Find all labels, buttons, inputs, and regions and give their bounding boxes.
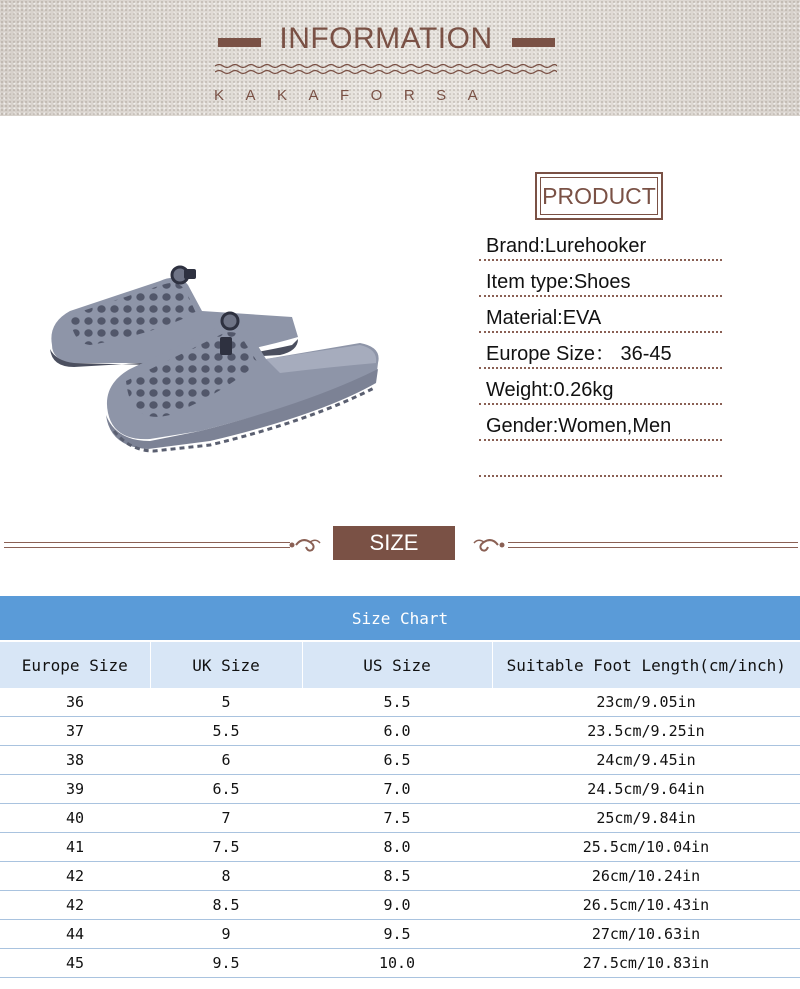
cell-us: 7.5 <box>302 804 492 833</box>
product-heading-box <box>535 172 663 220</box>
cell-uk: 7 <box>150 804 302 833</box>
cell-us: 9.5 <box>302 920 492 949</box>
size-chart-table <box>0 596 800 978</box>
cell-length: 24.5cm/9.64in <box>492 775 800 804</box>
cell-uk: 8 <box>150 862 302 891</box>
cell-length: 27.5cm/10.83in <box>492 949 800 978</box>
cell-length: 23.5cm/9.25in <box>492 717 800 746</box>
cell-europe: 41 <box>0 833 150 862</box>
cell-europe: 45 <box>0 949 150 978</box>
title-bar-left <box>218 38 261 47</box>
spec-brand: Brand:Lurehooker <box>479 231 722 261</box>
cell-uk: 6.5 <box>150 775 302 804</box>
cell-europe: 42 <box>0 862 150 891</box>
spec-empty <box>479 447 722 477</box>
cell-us: 8.0 <box>302 833 492 862</box>
wave-divider-icon <box>215 62 557 78</box>
spec-material: Material:EVA <box>479 303 722 333</box>
cell-length: 23cm/9.05in <box>492 688 800 717</box>
cell-uk: 9.5 <box>150 949 302 978</box>
size-chart-caption: Size Chart <box>0 596 800 641</box>
cell-uk: 5 <box>150 688 302 717</box>
table-row <box>0 775 800 804</box>
ornament-icon <box>472 534 506 554</box>
spec-item-type: Item type:Shoes <box>479 267 722 297</box>
cell-us: 5.5 <box>302 688 492 717</box>
cell-europe: 38 <box>0 746 150 775</box>
cell-length: 27cm/10.63in <box>492 920 800 949</box>
table-row <box>0 717 800 746</box>
title-bar-right <box>512 38 555 47</box>
cell-us: 9.0 <box>302 891 492 920</box>
cell-length: 26cm/10.24in <box>492 862 800 891</box>
spec-weight: Weight:0.26kg <box>479 375 722 405</box>
ornament-icon <box>288 534 322 554</box>
table-row <box>0 949 800 978</box>
cell-europe: 37 <box>0 717 150 746</box>
table-row <box>0 920 800 949</box>
cell-length: 25cm/9.84in <box>492 804 800 833</box>
divider-line-right <box>508 542 798 548</box>
table-row <box>0 688 800 717</box>
cell-length: 26.5cm/10.43in <box>492 891 800 920</box>
cell-uk: 9 <box>150 920 302 949</box>
spec-gender: Gender:Women,Men <box>479 411 722 441</box>
table-row <box>0 833 800 862</box>
cell-us: 10.0 <box>302 949 492 978</box>
table-row <box>0 804 800 833</box>
cell-europe: 36 <box>0 688 150 717</box>
table-row <box>0 746 800 775</box>
header-europe-size: Europe Size <box>0 641 150 688</box>
cell-europe: 40 <box>0 804 150 833</box>
divider-line-left <box>4 542 290 548</box>
cell-us: 7.0 <box>302 775 492 804</box>
cell-length: 25.5cm/10.04in <box>492 833 800 862</box>
cell-europe: 39 <box>0 775 150 804</box>
cell-us: 8.5 <box>302 862 492 891</box>
product-shoe-image <box>30 255 390 470</box>
header-us-size: US Size <box>302 641 492 688</box>
cell-europe: 42 <box>0 891 150 920</box>
header-uk-size: UK Size <box>150 641 302 688</box>
cell-uk: 6 <box>150 746 302 775</box>
header-foot-length: Suitable Foot Length(cm/inch) <box>492 641 800 688</box>
information-banner <box>0 0 800 116</box>
cell-us: 6.0 <box>302 717 492 746</box>
cell-us: 6.5 <box>302 746 492 775</box>
cell-europe: 44 <box>0 920 150 949</box>
banner-subtitle: KAKAFORSA <box>214 87 500 104</box>
size-section-label: SIZE <box>333 526 455 560</box>
cell-uk: 5.5 <box>150 717 302 746</box>
cell-uk: 8.5 <box>150 891 302 920</box>
cell-length: 24cm/9.45in <box>492 746 800 775</box>
table-row <box>0 891 800 920</box>
cell-uk: 7.5 <box>150 833 302 862</box>
product-heading: PRODUCT <box>540 177 658 215</box>
spec-europe-size: Europe Size： 36-45 <box>479 339 722 369</box>
table-row <box>0 862 800 891</box>
banner-title: INFORMATION <box>279 22 493 55</box>
